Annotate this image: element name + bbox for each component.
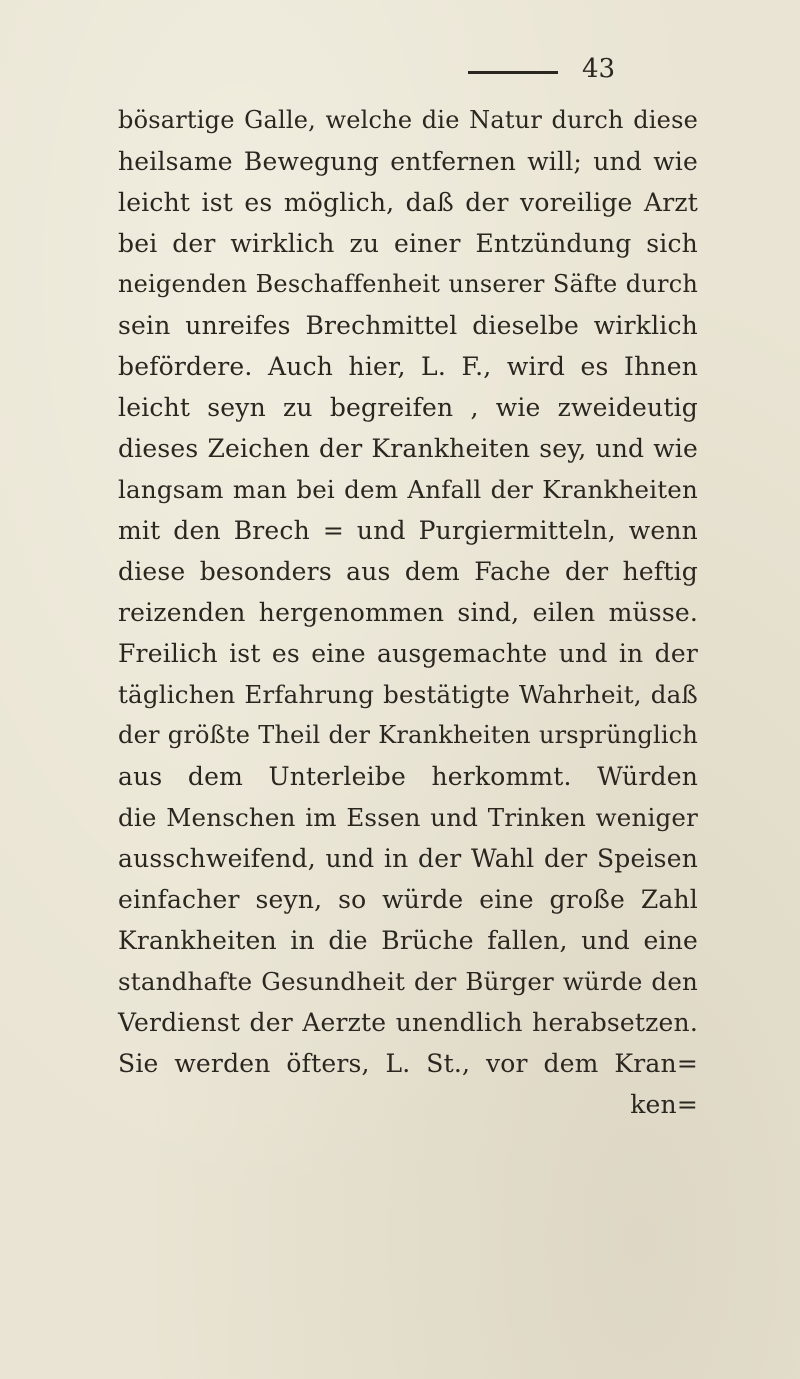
text-line: standhafte Gesundheit der Bürger würde den	[118, 967, 698, 996]
text-line: langsam man bei dem Anfall der Krankheiten	[118, 475, 698, 504]
header-rule	[468, 71, 558, 74]
text-line: heilsame Bewegung entfernen will; und wie	[118, 147, 698, 176]
text-line: einfacher seyn, so würde eine große Zahl	[118, 885, 698, 914]
text-line: ausschweifend, und in der Wahl der Speisen	[118, 844, 698, 873]
text-line: Freilich ist es eine ausgemachte und in der	[118, 639, 698, 668]
text-line: neigenden Beschaffenheit unserer Säfte durch	[118, 270, 698, 298]
text-line: Krankheiten in die Brüche fallen, und eine	[118, 926, 698, 955]
text-line: die Menschen im Essen und Trinken weniger	[118, 803, 698, 832]
text-line: reizenden hergenommen sind, eilen müsse.	[118, 598, 698, 627]
body-text	[118, 100, 698, 1125]
text-line: bei der wirklich zu einer Entzündung sich	[118, 229, 698, 258]
text-line: leicht seyn zu begreifen , wie zweideutig	[118, 393, 698, 422]
text-line: bösartige Galle, welche die Natur durch diese	[118, 106, 698, 134]
text-line: aus dem Unterleibe herkommt. Würden	[118, 762, 698, 791]
text-line: mit den Brech = und Purgiermitteln, wenn	[118, 516, 698, 545]
text-line: dieses Zeichen der Krankheiten sey, und wie	[118, 434, 698, 463]
text-line: sein unreifes Brechmittel dieselbe wirklich	[118, 311, 698, 340]
text-line: leicht ist es möglich, daß der voreilige Arzt	[118, 188, 698, 217]
text-line: befördere. Auch hier, L. F., wird es Ihnen	[118, 352, 698, 381]
text-line: Verdienst der Aerzte unendlich herabsetzen.	[118, 1008, 698, 1037]
text-line: Sie werden öfters, L. St., vor dem Kran=	[118, 1049, 698, 1078]
page-number: 43	[582, 54, 616, 84]
text-line: der größte Theil der Krankheiten ursprünglich	[118, 721, 698, 749]
catchword: ken=	[630, 1090, 698, 1119]
text-line: diese besonders aus dem Fache der heftig	[118, 557, 698, 586]
text-line: täglichen Erfahrung bestätigte Wahrheit, daß	[118, 680, 698, 709]
